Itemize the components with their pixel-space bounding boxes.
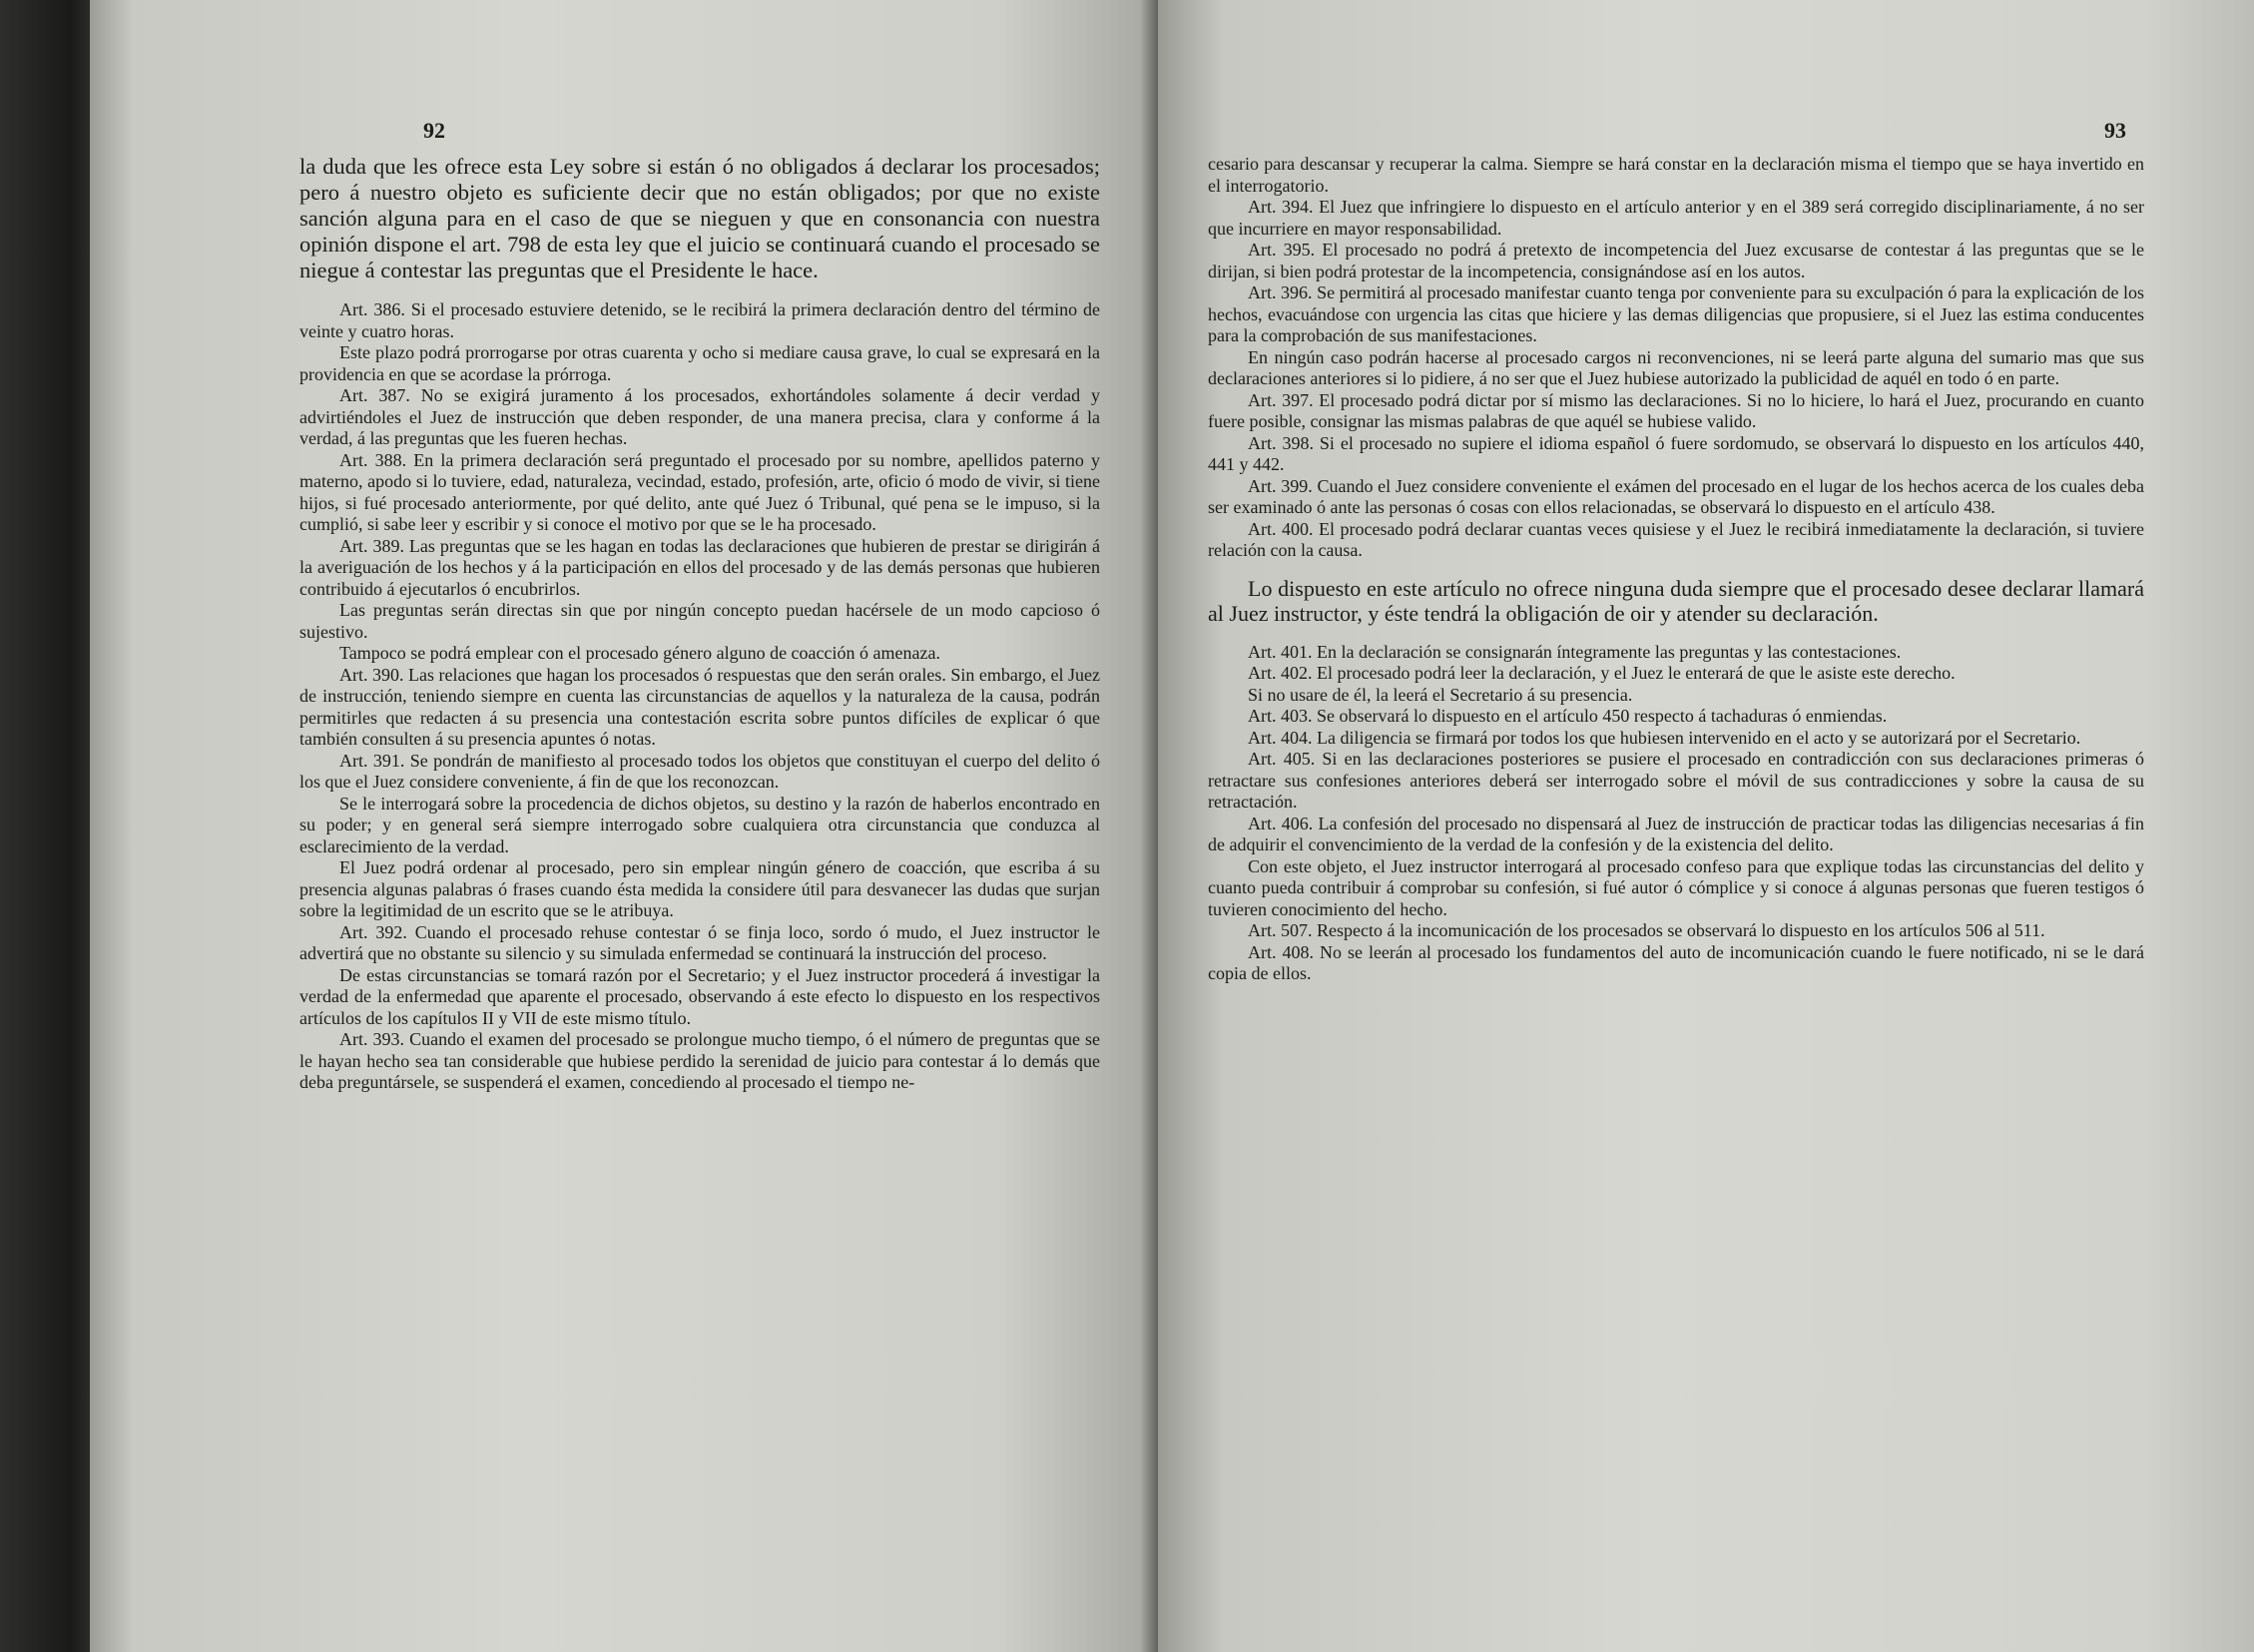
article-404: Art. 404. La diligencia se firmará por todos los que hubiesen intervenido en el acto y se autorizará por el Secretario. (1248, 727, 2081, 748)
page-number-right: 93 (2104, 118, 2126, 143)
article-400: Art. 400. El procesado podrá declarar cuantas veces quisiese y el Juez le recibirá inmediatamente la declaración, si tuviere relación con la causa. (1208, 518, 2144, 560)
left-page (90, 0, 1158, 1652)
paragraph: Si no usare de él, la leerá el Secretario á su presencia. (1248, 684, 1633, 705)
article-390: Art. 390. Las relaciones que hagan los procesados ó respuestas que den serán orales. Sin embargo, el Juez de instrucción, teniendo siempre en cuenta las circunstancias de aquellos y la naturaleza de la causa, podrán permitirles que redacten á su presencia una contestación escrita sobre puntos difíciles de explicar ó que también consulten á su presencia apuntes ó notas. (299, 664, 1100, 749)
article-391: Art. 391. Se pondrán de manifiesto al procesado todos los objetos que constituyan el cuerpo del delito ó los que el Juez considere conveniente, á fin de que los reconozcan. (299, 750, 1100, 792)
article-408: Art. 408. No se leerán al procesado los fundamentos del auto de incomunicación cuando le fuere notificado, ni se le dará copia de ellos. (1208, 941, 2144, 983)
article-507: Art. 507. Respecto á la incomunicación de los procesados se observará lo dispuesto en los artículos 506 al 511. (1248, 920, 2045, 940)
article-395: Art. 395. El procesado no podrá á pretexto de incompetencia del Juez excusarse de contestar á las preguntas que se le dirijan, si bien podrá protestar de la incompetencia, consignándose así en los autos. (1208, 240, 2144, 281)
commentary: Lo dispuesto en este artículo no ofrece ninguna duda siempre que el procesado desee declarar llamará al Juez instructor, y éste tendrá la obligación de oir y atender su declaración. (1208, 575, 2144, 626)
article-402: Art. 402. El procesado podrá leer la declaración, y el Juez le enterará de que le asiste este derecho. (1248, 663, 1956, 683)
article-396: Art. 396. Se permitirá al procesado manifestar cuanto tenga por conveniente para su exculpación ó para la explicación de los hechos, evacuándose con urgencia las citas que hiciere y las demas diligencias que propusiere, si el Juez las estima conducentes para la comprobación de sus manifestaciones. (1208, 282, 2144, 345)
paragraph: Este plazo podrá prorrogarse por otras cuarenta y ocho si mediare causa grave, lo cual se expresará en la providencia en que se acordase la prórroga. (299, 342, 1100, 384)
paragraph: Las preguntas serán directas sin que por ningún concepto puedan hacérsele de un modo capcioso ó sujestivo. (299, 600, 1100, 642)
article-406: Art. 406. La confesión del procesado no dispensará al Juez de instrucción de practicar todas las diligencias necesarias á fin de adquirir el convencimiento de la verdad de la confesión y de la existencia del delito. (1208, 813, 2144, 854)
article-392: Art. 392. Cuando el procesado rehuse contestar ó se finja loco, sordo ó mudo, el Juez instructor le advertirá que no obstante su silencio y su simulada enfermedad se continuará la instrucción del proceso. (299, 921, 1100, 963)
right-page-body (1208, 154, 2144, 985)
article-393: Art. 393. Cuando el examen del procesado se prolongue mucho tiempo, ó el número de preguntas que se le hayan hecho sea tan considerable que hubiese perdido la serenidad de juicio para contestar á lo demás que deba preguntársele, se suspenderá el examen, concediendo al procesado el tiempo ne- (299, 1029, 1100, 1092)
paragraph: De estas circunstancias se tomará razón por el Secretario; y el Juez instructor procederá á investigar la verdad de la enfermedad que aparente el procesado, observando á este efecto lo dispuesto en los respectivos artículos de los capítulos II y VII de este mismo título. (299, 964, 1100, 1028)
paragraph: Se le interrogará sobre la procedencia de dichos objetos, su destino y la razón de haberlos encontrado en su poder; y en general será siempre interrogado sobre cualquiera otra circunstancia que conduzca al esclarecimiento de la verdad. (299, 793, 1100, 856)
article-394: Art. 394. El Juez que infringiere lo dispuesto en el artículo anterior y en el 389 será corregido disciplinariamente, á no ser que incurriere en mayor responsabilidad. (1208, 197, 2144, 239)
paragraph: la duda que les ofrece esta Ley sobre si están ó no obligados á declarar los procesados; pero á nuestro objeto es suficiente decir que no están obligados; por que no existe sanción alguna para en el caso de que se nieguen y que en consonancia con nuestra opinión dispone el art. 798 de esta ley que el juicio se continuará cuando el procesado se niegue á contestar las preguntas que el Presidente le hace. (299, 154, 1100, 282)
article-397: Art. 397. El procesado podrá dictar por sí mismo las declaraciones. Si no lo hiciere, lo hará el Juez, procurando en cuanto fuere posible, consignar las mismas palabras de que aquél se hubiese valido. (1208, 389, 2144, 431)
paragraph: Tampoco se podrá emplear con el procesado género alguno de coacción ó amenaza. (339, 643, 940, 663)
paragraph: En ningún caso podrán hacerse al procesado cargos ni reconvenciones, ni se leerá parte alguna del sumario mas que sus declaraciones anteriores si lo pidiere, á no ser que el Juez hubiese autorizado la publicidad de aquél en todo ó en parte. (1208, 346, 2144, 388)
paragraph: Con este objeto, el Juez instructor interrogará al procesado confeso para que explique todas las circunstancias del delito y cuanto pueda contribuir á comprobar su confesión, si fué autor ó cómplice y si conoce á algunas personas que fueren testigos ó tuvieren conocimiento del hecho. (1208, 855, 2144, 919)
article-401: Art. 401. En la declaración se consignarán íntegramente las preguntas y las contestaciones. (1248, 641, 1902, 662)
article-387: Art. 387. No se exigirá juramento á los procesados, exhortándoles solamente á decir verdad y advirtiéndoles el Juez de instrucción que deben responder, de una manera precisa, clara y conforme á la verdad, á las preguntas que les fueren hechas. (299, 385, 1100, 448)
article-403: Art. 403. Se observará lo dispuesto en el artículo 450 respecto á tachaduras ó enmiendas. (1248, 706, 1888, 726)
article-398: Art. 398. Si el procesado no supiere el idioma español ó fuere sordomudo, se observará lo dispuesto en los artículos 440, 441 y 442. (1208, 432, 2144, 474)
article-386: Art. 386. Si el procesado estuviere detenido, se le recibirá la primera declaración dentro del término de veinte y cuatro horas. (299, 299, 1100, 341)
page-number-left: 92 (423, 118, 445, 143)
article-388: Art. 388. En la primera declaración será preguntado el procesado por su nombre, apellidos paterno y materno, apodo si lo tuviere, edad, naturaleza, vecindad, estado, profesión, arte, oficio ó modo de vivir, si tiene hijos, si fué procesado anteriormente, por qué delito, ante qué Juez ó Tribunal, qué pena se le impuso, si la cumplió, si sabe leer y escribir y si conoce el motivo por que se le ha procesado. (299, 449, 1100, 534)
article-389: Art. 389. Las preguntas que se les hagan en todas las declaraciones que hubieren de prestar se dirigirán á la averiguación de los hechos y á la participación en ellos del procesado y de las demás personas que hubieren contribuido á ejecutarlos ó encubrirlos. (299, 535, 1100, 599)
paragraph: El Juez podrá ordenar al procesado, pero sin emplear ningún género de coacción, que escriba á su presencia algunas palabras ó frases cuando ésta medida la considere útil para desvanecer las dudas que surjan sobre la legitimidad de un escrito que se le atribuya. (299, 857, 1100, 920)
article-405: Art. 405. Si en las declaraciones posteriores se pusiere el procesado en contradicción con sus declaraciones primeras ó retractare sus confesiones anteriores deberá ser interrogado sobre el móvil de sus contradicciones y sobre la causa de su retractación. (1208, 749, 2144, 812)
right-page (1158, 0, 2254, 1652)
article-399: Art. 399. Cuando el Juez considere conveniente el exámen del procesado en el lugar de los hechos acerca de los cuales deba ser examinado ó ante las personas ó cosas con ellos relacionadas, se observará lo dispuesto en el artículo 438. (1208, 475, 2144, 517)
left-page-body (299, 154, 1100, 1094)
paragraph: cesario para descansar y recuperar la calma. Siempre se hará constar en la declaración misma el tiempo que se haya invertido en el interrogatorio. (1208, 154, 2144, 196)
